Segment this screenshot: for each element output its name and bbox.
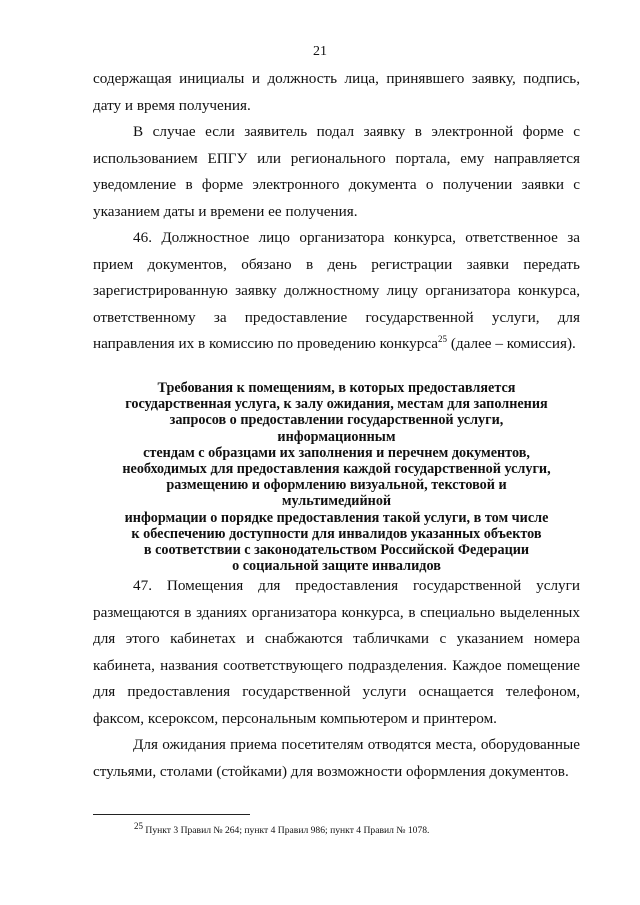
footnote-separator — [93, 814, 250, 815]
footnote-text: Пункт 3 Правил № 264; пункт 4 Правил 986; пункт 4 Правил № 1078. — [143, 825, 430, 836]
body-text-lower — [93, 573, 580, 785]
paragraph-46-text: 46. Должностное лицо организатора конкурса, ответственное за прием документов, обязано в день регистрации заявки передать зарегистрированную заявку должностному лицу организатора конкурса, ответственному за предоставление государственной услуги, для направления их в комиссию по проведению конкурса — [93, 229, 580, 352]
heading-line: стендам с образцами их заполнения и перечнем документов, — [143, 444, 530, 461]
paragraph-waiting-area: Для ожидания приема посетителям отводятся места, оборудованные стульями, столами (стойками) для возможности оформления документов. — [93, 736, 580, 780]
footnote-marker: 25 — [134, 820, 143, 831]
section-heading — [118, 380, 555, 574]
body-text-upper — [93, 66, 580, 358]
paragraph-46-tail: (далее – комиссия). — [447, 335, 576, 352]
heading-line: Требования к помещениям, в которых предоставляется — [157, 380, 516, 396]
page-number: 21 — [313, 44, 327, 59]
paragraph-46 — [93, 225, 580, 358]
footnote — [134, 820, 430, 837]
paragraph-continuation: содержащая инициалы и должность лица, принявшего заявку, подпись, дату и время получения. — [93, 70, 580, 114]
heading-line: к обеспечению доступности для инвалидов указанных объектов — [131, 525, 542, 542]
heading-line: о социальной защите инвалидов — [232, 558, 441, 575]
footnote-reference: 25 — [438, 333, 448, 344]
paragraph-electronic-form: В случае если заявитель подал заявку в электронной форме с использованием ЕПГУ или регионального портала, ему направляется уведомление в форме электронного документа о получении заявки с указанием даты и времени ее получения. — [93, 123, 580, 220]
heading-line: информации о порядке предоставления такой услуги, в том числе — [124, 509, 549, 526]
paragraph-47: 47. Помещения для предоставления государственной услуги размещаются в зданиях организатора конкурса, в специально выделенных для этого кабинетах и снабжаются табличками с указанием номера кабинета, названия соответствующего подразделения. Каждое помещение для предоставления государственной услуги оснащается телефоном, факсом, ксероксом, персональным компьютером и принтером. — [93, 577, 580, 727]
heading-line: размещению и оформлению визуальной, текстовой и мультимедийной — [166, 477, 507, 510]
heading-line: в соответствии с законодательством Российской Федерации — [143, 542, 530, 559]
heading-line: необходимых для предоставления каждой государственной услуги, — [122, 461, 551, 478]
heading-line: запросов о предоставлении государственной услуги, информационным — [169, 412, 504, 445]
heading-line: государственная услуга, к залу ожидания, местам для заполнения — [125, 396, 548, 413]
